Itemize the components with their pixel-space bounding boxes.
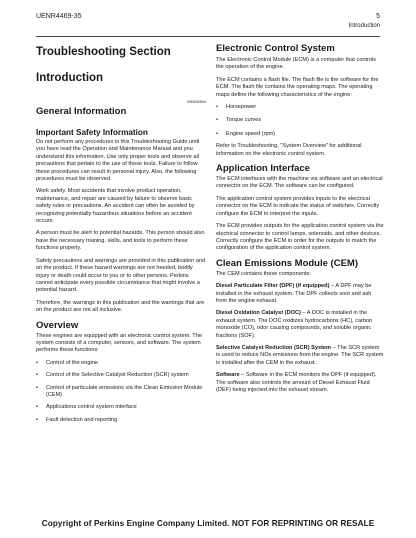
figure-code: i06926304 [187, 99, 206, 104]
ecs-list [216, 104, 384, 138]
list-item: • Fault detection and reporting [36, 417, 206, 424]
page-number: 5 [376, 13, 380, 20]
dpf-term: Diesel Particulate Filter (DPF) (if equipped) [216, 283, 330, 290]
ecs-paragraph: Refer to Troubleshooting, "System Overview" for additional information on the electronic control system. [216, 143, 362, 157]
list-item: • Horsepower [216, 104, 384, 111]
header-divider [36, 36, 380, 37]
section-title: Troubleshooting Section [36, 46, 171, 58]
list-item: • Torque curves [216, 117, 384, 124]
safety-paragraph: A person must be alert to potential hazards. This person should also have the necessary training, skills, and tools to perform these functions properly. [36, 230, 205, 252]
ecs-paragraph: The Electronic Control Module (ECM) is a computer that controls the operation of the engine. [216, 57, 377, 71]
list-item: • Control of the engine [36, 360, 206, 367]
doc-term: Diesel Oxidation Catalyst (DOC) [216, 310, 301, 317]
ecs-title: Electronic Control System [216, 43, 335, 54]
safety-paragraph: Do not perform any procedures in this Troubleshooting Guide until you have read the Operation and Maintenance Manual and you understand this information. Use only proper tools and observe all precautions that pertain to the use of those tools. Failure to follow these procedures can result in personal injury. Also, the following procedures must be observed. [36, 139, 200, 183]
dpf-text: – A DPF may be installed in the exhaust system. The DPF collects soot and ash from the engine exhaust. [216, 283, 372, 304]
app-interface-title: Application Interface [216, 163, 310, 175]
safety-paragraph: Work safely. Most accidents that involve product operation, maintenance, and repair are caused by failure to observe basic safety rules or precautions. An accident can often be avoided by recognizing potentially hazardous situations before an accident occurs. [36, 188, 195, 225]
app-paragraph: The application control system provides inputs to the electrical connector on the ECM to indicate the status of switches. Correctly configure the ECM to interpret the inputs. [216, 195, 380, 217]
doc-text: – A DOC is installed in the exhaust system. The DOC oxidizes hydrocarbons (HC), carbon monoxide (CO), odor causing compounds, and soluble organic fractions (SOF). [216, 310, 373, 339]
cem-title: Clean Emissions Module (CEM) [216, 257, 358, 269]
document-id: UENR4469-35 [36, 13, 82, 20]
scr-text: – The SCR system is used to reduce NOx emissions from the engine. The SCR system is installed after the CEM in the exhaust. [216, 344, 384, 366]
safety-title: Important Safety Information [36, 128, 148, 137]
software-text: – Software in the ECM monitors the DPF (if equipped). The software also controls the amount of Diesel Exhaust Fluid (DEF) being injected into the exhaust stream. [216, 372, 377, 393]
dpf-paragraph [216, 283, 384, 305]
general-info-title: General Information [36, 106, 127, 117]
page-header [36, 13, 380, 35]
cem-paragraph: The CEM contains these components: [216, 270, 311, 277]
software-paragraph [216, 372, 384, 394]
overview-list [36, 360, 206, 424]
safety-paragraph: Safety precautions and warnings are provided in this publication and on the product. If these hazard warnings are not heeded, bodily injury or death could occur to you or to other persons. Perkins cannot anticipate every possible circumstance that might involve a potential hazard. [36, 257, 206, 294]
scr-paragraph [216, 345, 384, 367]
overview-title: Overview [36, 319, 79, 331]
running-section-title: Introduction [348, 23, 380, 29]
doc-paragraph [216, 310, 384, 340]
app-paragraph: The ECM interfaces with the machine via software and an electrical connector on the ECM. The software can be configured. [216, 176, 383, 190]
scr-term: Selective Catalyst Reduction (SCR) System [216, 344, 332, 351]
list-item: • Control of the Selective Catalyst Reduction (SCR) system [36, 372, 206, 379]
right-column [216, 43, 384, 394]
software-term: Software [216, 372, 240, 379]
list-item: • Applications control system interface [36, 404, 206, 411]
intro-title: Introduction [36, 72, 104, 84]
list-item: • Engine speed (rpm) [216, 131, 384, 138]
copyright-footer: Copyright of Perkins Engine Company Limited. NOT FOR REPRINTING OR RESALE [41, 519, 375, 528]
list-item: • Control of particulate emissions via the Clean Emission Module (CEM) [36, 385, 206, 400]
left-column [36, 43, 206, 424]
app-paragraph: The ECM provides outputs for the application control system via the electrical connector to control lamps, solenoids, and other devices. Correctly configure the ECM in order for the outputs to match the configuration of the application control system. [216, 223, 384, 252]
overview-paragraph: These engines are equipped with an electronic control system. The system consists of a computer, sensors, and software. The system performs these functions: [36, 332, 202, 354]
safety-paragraph: Therefore, the warnings in this publication and the warnings that are on the product are not all inclusive. [36, 299, 205, 314]
ecs-paragraph: The ECM contains a flash file. The flash file is the software for the ECM. The flash file contains the operating maps. The operating maps define the following characteristics of the engine: [216, 76, 379, 98]
